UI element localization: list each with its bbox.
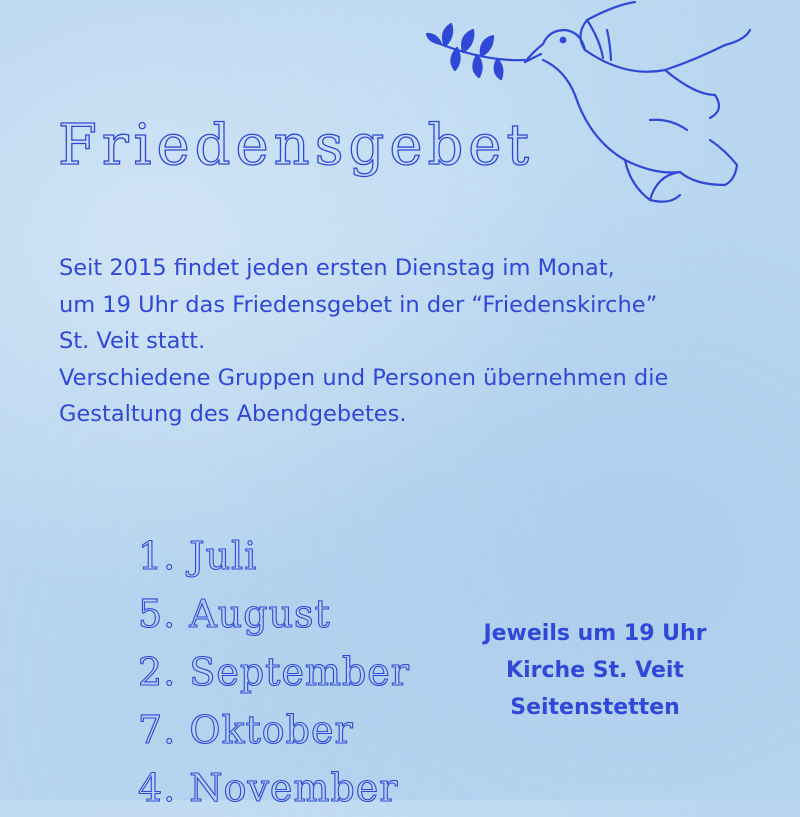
event-location: Kirche St. Veit [506,658,684,683]
intro-paragraph [59,250,779,433]
date-list-item: 7. Oktober [138,708,354,752]
page-title: Friedensgebet [58,113,534,178]
date-list-item: 5. August [138,592,331,636]
event-town: Seitenstetten [510,695,680,720]
date-list [138,527,410,817]
date-list-item: 2. September [138,650,410,694]
intro-line: St. Veit statt. [59,328,206,354]
event-info [470,615,720,726]
intro-line: Gestaltung des Abendgebetes. [59,401,407,427]
dove-with-olive-branch-icon [425,0,755,210]
date-list-item: 1. Juli [138,534,258,578]
intro-line: Seit 2015 findet jeden ersten Dienstag im Monat, [59,255,615,281]
date-list-item: 4. November [138,766,399,810]
event-time: Jeweils um 19 Uhr [483,621,707,646]
intro-line: um 19 Uhr das Friedensgebet in der “Friedenskirche” [59,291,658,318]
intro-line: Verschiedene Gruppen und Personen übernehmen die [59,364,669,391]
